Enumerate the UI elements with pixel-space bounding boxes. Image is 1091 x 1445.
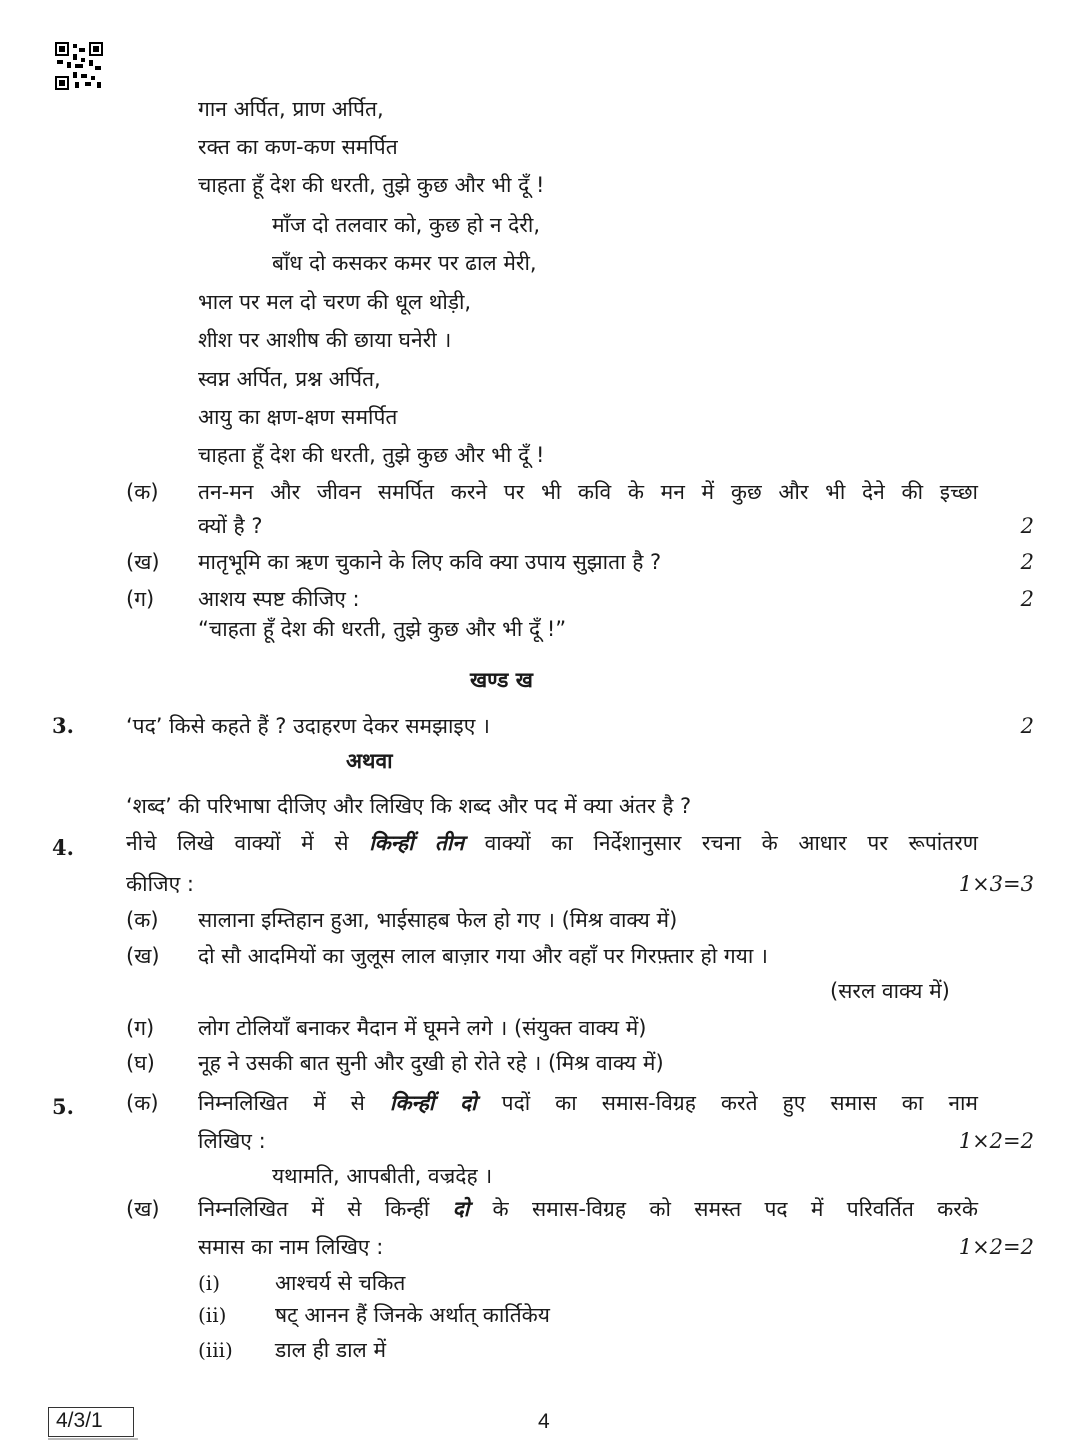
- roman-label: (iii): [198, 1338, 233, 1362]
- subq-label: (ख): [126, 1197, 160, 1221]
- poem-line: आयु का क्षण-क्षण समर्पित: [198, 405, 398, 429]
- page-number: 4: [538, 1410, 550, 1433]
- question-number: 5.: [52, 1094, 74, 1119]
- q2-ga-text: आशय स्पष्ट कीजिए :: [198, 587, 360, 611]
- qr-code-icon: [55, 42, 103, 90]
- poem-line: चाहता हूँ देश की धरती, तुझे कुछ और भी दूँ !: [198, 173, 545, 197]
- q4-text-cont: कीजिए :: [126, 872, 194, 896]
- q3-text: ‘पद’ किसे कहते हैं ? उदाहरण देकर समझाइए ।: [126, 714, 490, 738]
- fine-print-strip: [48, 1436, 138, 1442]
- q2-ka-text: तन-मन और जीवन समर्पित करने पर भी कवि के मन में कुछ और भी देने की इच्छा: [198, 480, 978, 504]
- subq-label: (क): [126, 480, 159, 504]
- q2-ga-quote: “चाहता हूँ देश की धरती, तुझे कुछ और भी दूँ !”: [198, 617, 567, 641]
- marks: 1×2=2: [958, 1235, 1034, 1259]
- poem-line: बाँध दो कसकर कमर पर ढाल मेरी,: [272, 251, 537, 275]
- q5-ka-words: यथामति, आपबीती, वज्रदेह ।: [272, 1164, 493, 1188]
- poem-line: गान अर्पित, प्राण अर्पित,: [198, 97, 384, 121]
- q5-kha-item-text: षट् आनन हैं जिनके अर्थात् कार्तिकेय: [275, 1303, 550, 1327]
- marks: 2: [1020, 550, 1034, 574]
- roman-label: (i): [198, 1271, 221, 1295]
- subq-label: (ख): [126, 550, 160, 574]
- emphasis: किन्हीं दो: [389, 1091, 477, 1115]
- q4-item-note: (सरल वाक्य में): [830, 979, 950, 1003]
- marks: 1×2=2: [958, 1129, 1034, 1153]
- q5-ka-text: निम्नलिखित में से किन्हीं दो पदों का समास-विग्रह करते हुए समास का नाम: [198, 1091, 978, 1115]
- poem-line: शीश पर आशीष की छाया घनेरी ।: [198, 328, 452, 352]
- marks: 1×3=3: [958, 872, 1034, 896]
- subq-label: (ख): [126, 944, 160, 968]
- roman-label: (ii): [198, 1303, 227, 1327]
- poem-line: रक्त का कण-कण समर्पित: [198, 135, 398, 159]
- q4-item-text: नूह ने उसकी बात सुनी और दुखी हो रोते रहे । (मिश्र वाक्य में): [198, 1051, 664, 1075]
- section-title: खण्ड ख: [470, 668, 533, 692]
- subq-label: (क): [126, 1091, 159, 1115]
- poem-line: भाल पर मल दो चरण की धूल थोड़ी,: [198, 290, 472, 314]
- q5-kha-text: निम्नलिखित में से किन्हीं दो के समास-विग्रह को समस्त पद में परिवर्तित करके: [198, 1197, 978, 1221]
- poem-line: स्वप्न अर्पित, प्रश्न अर्पित,: [198, 367, 381, 391]
- question-number: 3.: [52, 713, 74, 738]
- subq-label: (घ): [126, 1051, 155, 1075]
- subq-label: (क): [126, 908, 159, 932]
- subq-label: (ग): [126, 1016, 155, 1040]
- q5-kha-text-cont: समास का नाम लिखिए :: [198, 1235, 384, 1259]
- poem-line: माँज दो तलवार को, कुछ हो न देरी,: [272, 213, 540, 237]
- q4-item-text: लोग टोलियाँ बनाकर मैदान में घूमने लगे । (संयुक्त वाक्य में): [198, 1016, 647, 1040]
- q4-text: नीचे लिखे वाक्यों में से किन्हीं तीन वाक्यों का निर्देशानुसार रचना के आधार पर रूपांतरण: [126, 831, 978, 855]
- marks: 2: [1020, 514, 1034, 538]
- poem-line: चाहता हूँ देश की धरती, तुझे कुछ और भी दूँ !: [198, 443, 545, 467]
- q5-kha-item-text: डाल ही डाल में: [275, 1338, 386, 1362]
- q3-alt-text: ‘शब्द’ की परिभाषा दीजिए और लिखिए कि शब्द और पद में क्या अंतर है ?: [126, 794, 692, 818]
- question-number: 4.: [52, 835, 74, 860]
- q5-kha-item-text: आश्चर्य से चकित: [275, 1271, 406, 1295]
- subq-label: (ग): [126, 587, 155, 611]
- q4-item-text: दो सौ आदमियों का जुलूस लाल बाज़ार गया और वहाँ पर गिरफ़्तार हो गया ।: [198, 944, 768, 968]
- q2-kha-text: मातृभूमि का ऋण चुकाने के लिए कवि क्या उपाय सुझाता है ?: [198, 550, 662, 574]
- marks: 2: [1020, 714, 1034, 738]
- or-label: अथवा: [346, 749, 393, 773]
- paper-code: 4/3/1: [56, 1409, 103, 1432]
- q4-item-text: सालाना इम्तिहान हुआ, भाईसाहब फेल हो गए । (मिश्र वाक्य में): [198, 908, 678, 932]
- marks: 2: [1020, 587, 1034, 611]
- q5-ka-text-cont: लिखिए :: [198, 1129, 266, 1153]
- q2-ka-text-cont: क्यों है ?: [198, 514, 263, 538]
- emphasis: किन्हीं तीन: [369, 831, 464, 855]
- emphasis: दो: [452, 1197, 470, 1221]
